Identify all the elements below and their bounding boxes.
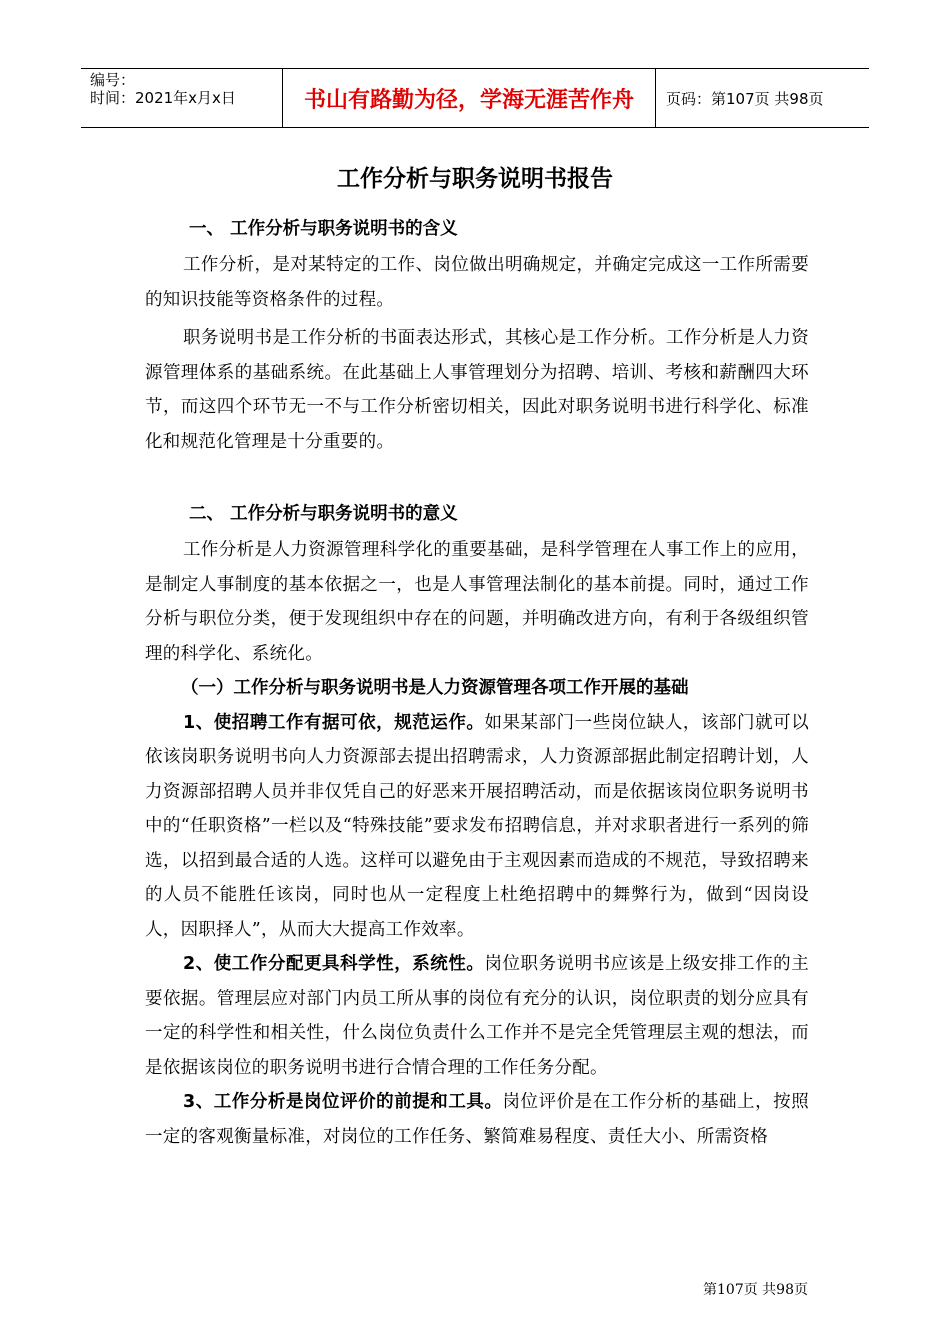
list-item-lead: 2、使工作分配更具科学性，系统性。 bbox=[183, 954, 485, 974]
header-meta bbox=[81, 69, 282, 127]
header-motto: 书山有路勤为径，学海无涯苦作舟 bbox=[282, 69, 656, 127]
list-item bbox=[145, 706, 809, 948]
page-header bbox=[81, 68, 869, 128]
page-footer: 第107页 共98页 bbox=[703, 1282, 808, 1298]
header-page-number: 页码：第107页 共98页 bbox=[666, 89, 824, 108]
section-heading-2: 二、 工作分析与职务说明书的意义 bbox=[189, 504, 458, 524]
document-body bbox=[145, 214, 809, 1154]
list-item-text: 岗位评价是在工作分析的基础上，按照一定的客观衡量标准，对岗位的工作任务、繁简难易程度、责任大小、所需资格 bbox=[145, 1092, 809, 1147]
document-title: 工作分析与职务说明书报告 bbox=[337, 166, 613, 192]
paragraph: 职务说明书是工作分析的书面表达形式，其核心是工作分析。工作分析是人力资源管理体系的基础系统。在此基础上人事管理划分为招聘、培训、考核和薪酬四大环节，而这四个环节无一不与工作分析密切相关，因此对职务说明书进行科学化、标准化和规范化管理是十分重要的。 bbox=[145, 328, 809, 452]
paragraph: 工作分析，是对某特定的工作、岗位做出明确规定，并确定完成这一工作所需要的知识技能等资格条件的过程。 bbox=[145, 255, 809, 310]
list-item bbox=[145, 947, 809, 1085]
list-item-text: 岗位职务说明书应该是上级安排工作的主要依据。管理层应对部门内员工所从事的岗位有充分的认识，岗位职责的划分应具有一定的科学性和相关性，什么岗位负责什么工作并不是完全凭管理层主观的想法，而是依据该岗位的职务说明书进行合情合理的工作任务分配。 bbox=[145, 954, 809, 1078]
header-time: 时间：2021年x月x日 bbox=[90, 89, 236, 107]
list-item-text: 如果某部门一些岗位缺人，该部门就可以依该岗职务说明书向人力资源部去提出招聘需求，人力资源部据此制定招聘计划，人力资源部招聘人员并非仅凭自己的好恶来开展招聘活动，而是依据该岗位职务说明书中的“任职资格”一栏以及“特殊技能”要求发布招聘信息，并对求职者进行一系列的筛选，以招到最合适的人选。这样可以避免由于主观因素而造成的不规范，导致招聘来的人员不能胜任该岗，同时也从一定程度上杜绝招聘中的舞弊行为，做到“因岗设人，因职择人”，从而大大提高工作效率。 bbox=[145, 712, 809, 940]
section-heading-1: 一、 工作分析与职务说明书的含义 bbox=[189, 219, 458, 239]
list-item bbox=[145, 1085, 809, 1154]
sub-heading: （一）工作分析与职务说明书是人力资源管理各项工作开展的基础 bbox=[181, 678, 689, 698]
header-number: 编号： bbox=[90, 71, 136, 89]
list-item-lead: 1、使招聘工作有据可依，规范运作。 bbox=[183, 712, 485, 733]
list-item-lead: 3、工作分析是岗位评价的前提和工具。 bbox=[183, 1092, 503, 1112]
paragraph: 工作分析是人力资源管理科学化的重要基础，是科学管理在人事工作上的应用，是制定人事制度的基本依据之一，也是人事管理法制化的基本前提。同时，通过工作分析与职位分类，便于发现组织中存在的问题，并明确改进方向，有利于各级组织管理的科学化、系统化。 bbox=[145, 540, 809, 664]
